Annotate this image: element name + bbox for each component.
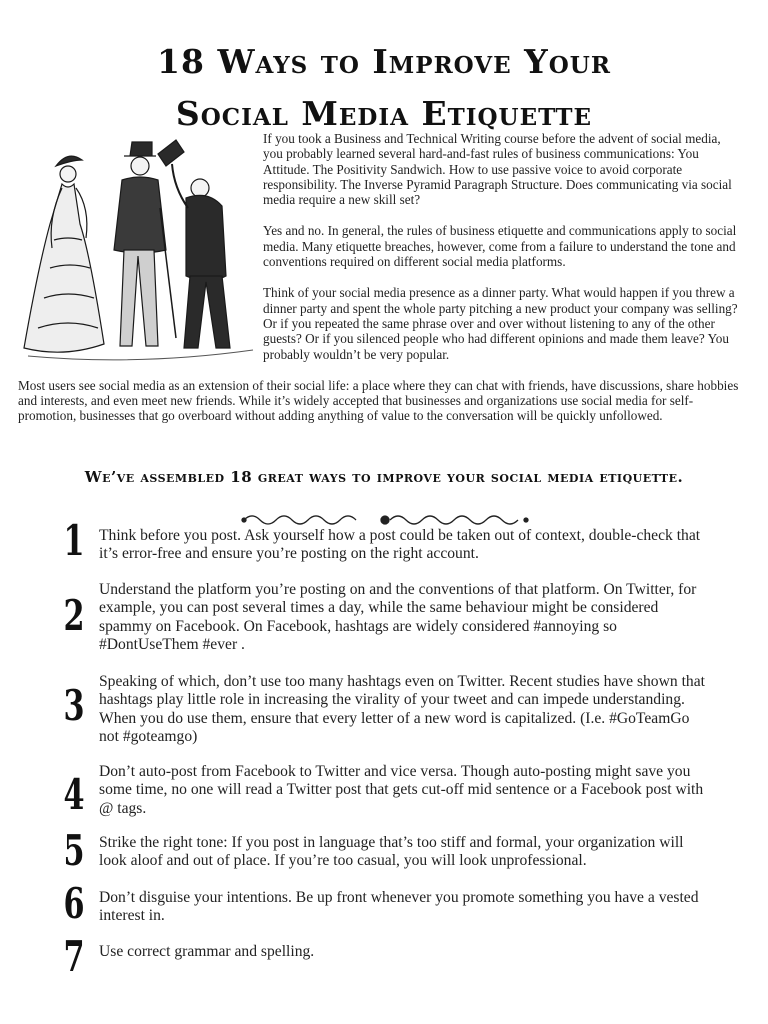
item-text: Don’t auto-post from Facebook to Twitter and vice versa. Though auto-posting might save you some time, no one will read a Twitter post that gets cut-off mid sentence or a Facebook post with @ tags.	[99, 763, 704, 817]
item-number: 1	[63, 516, 85, 565]
item-text: Think before you post. Ask yourself how a post could be taken out of context, double-check that it’s error-free and ensure you’re posting on the right account.	[99, 527, 701, 563]
item-text: Strike the right tone: If you post in language that’s too stiff and formal, your organization will look aloof and out of place. If you’re too casual, you will look unprofessional.	[99, 834, 684, 870]
item-text: Don’t disguise your intentions. Be up front whenever you promote something you have a vested interest in.	[99, 889, 699, 925]
item-number: 4	[63, 770, 85, 819]
item-text: Understand the platform you’re posting on and the conventions of that platform. On Twitter, for example, you can post several times a day, while the same behaviour might be considered spammy on Facebook. On Facebook, hashtags are widely considered #annoying so #DontUseThem #ever .	[99, 581, 697, 653]
item-number: 7	[63, 932, 85, 981]
intro-text	[18, 131, 740, 440]
item-text: Speaking of which, don’t use too many hashtags even on Twitter. Recent studies have shown that hashtags play little role in increasing the virality of your tweet and can impede understanding. When you do use them, ensure that every letter of a new word is capitalized. (I.e. #GoTeamGo not #goteamgo)	[99, 673, 705, 745]
item-number: 2	[63, 591, 85, 640]
intro-paragraph-4: Most users see social media as an extension of their social life: a place where they can chat with friends, have discussions, share hobbies and interests, and even meet new friends. While it’s widely accepted that businesses and organizations use social media for self-promotion, businesses that go overboard without adding anything of value to the conversation will be quickly unfollowed.	[18, 377, 739, 424]
document-title	[0, 36, 768, 140]
intro-paragraph-1: If you took a Business and Technical Writing course before the advent of social media, you probably learned several hard-and-fast rules of business communications: You Attitude. The Positivity Sandwich. How to use passive voice to avoid corporate responsibility. The Inverse Pyramid Paragraph Structure. Does communicating via social media require a new skill set?	[263, 131, 732, 208]
intro-paragraph-2: Yes and no. In general, the rules of business etiquette and communications apply to social media. Many etiquette breaches, however, come from a failure to understand the tone and conventions required on different social media platforms.	[263, 223, 737, 270]
item-number: 5	[63, 826, 85, 875]
item-number: 6	[63, 879, 85, 928]
item-number: 3	[63, 681, 85, 730]
item-text: Use correct grammar and spelling.	[99, 943, 315, 960]
intro-paragraph-3: Think of your social media presence as a dinner party. What would happen if you threw a dinner party and spent the whole party pitching a new product your company was selling? Or if you repeated the same phrase over and over without listening to any of the other guests? Or if you silenced people who had different opinions and made them leave? You probably wouldn’t be very popular.	[263, 285, 738, 362]
tagline: We’ve assembled 18 great ways to improve your social media etiquette.	[84, 468, 684, 486]
title-line-1: 18 Ways to Improve Your	[157, 42, 611, 82]
title-line-2: Social Media Etiquette	[175, 94, 593, 134]
illustration-space	[18, 131, 263, 361]
